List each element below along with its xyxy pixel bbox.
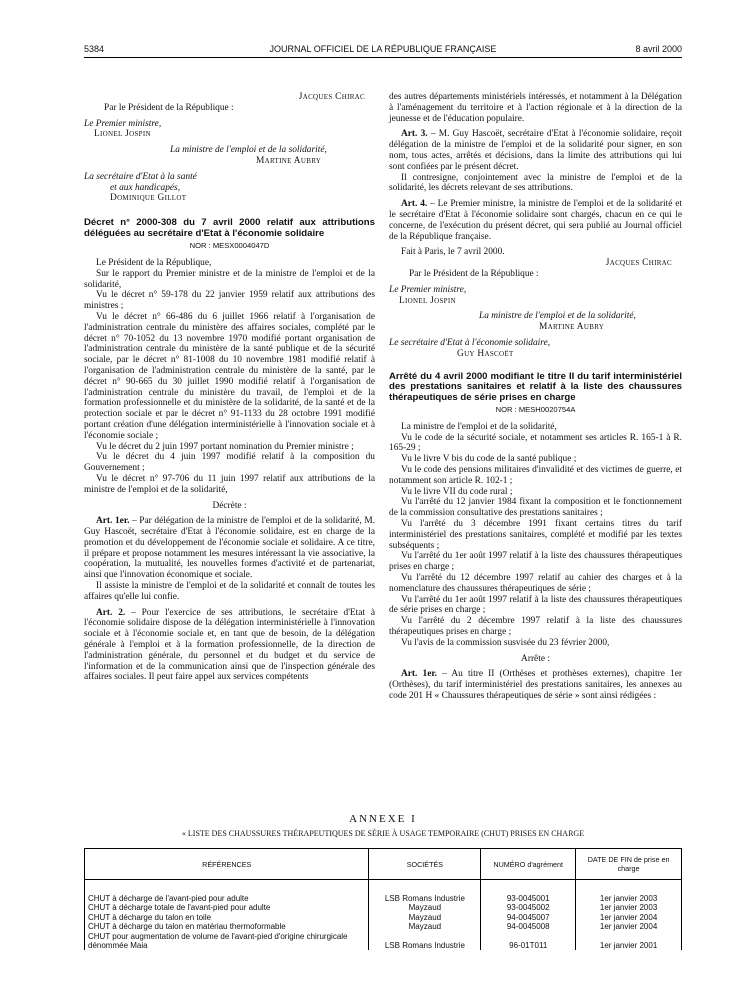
article-4-label: Art. 4. <box>401 199 428 210</box>
arrete-para: Vu le code de la sécurité sociale, et notamment ses articles R. 165-1 à R. 165-29 ; <box>389 432 682 454</box>
arrete-para: La ministre de l'emploi et de la solidarité, <box>401 421 557 432</box>
arrete-article-1-text: – Au titre II (Orthèses et prothèses externes), chapitre 1er (Orthèses), du tarif interministériel des prestations sanitaires, les annexes au code 201 H « Chaussures thérapeutiques de série » sont ainsi rédigées : <box>389 669 682 701</box>
chut-table <box>84 848 682 950</box>
pm-name: Lionel Jospin <box>94 129 151 140</box>
row-societe: LSB Romans Industrie <box>369 932 481 951</box>
arrete-nor: NOR : MESH0020754A <box>495 405 576 415</box>
article-1-para2: Il assiste la ministre de l'emploi et de la solidarité et connaît de toutes les affaires qu'elle lui confie. <box>84 581 375 602</box>
decree-para: Le Président de la République, <box>96 257 212 268</box>
arrete-para: Vu le livre V bis du code de la santé publique ; <box>401 454 577 465</box>
row-numero: 93-0045001 <box>481 880 576 904</box>
arrete-para: Vu l'arrêté du 1er août 1997 relatif à la liste des chaussures thérapeutiques de série prises en charge ; <box>389 594 682 616</box>
col-header-date: DATE DE FIN de prise en charge <box>576 849 682 880</box>
par-president: Par le Président de la République : <box>104 102 234 113</box>
signature-chirac-2: Jacques Chirac <box>605 258 672 269</box>
minister-name-2: Martine Aubry <box>539 322 605 333</box>
row-numero: 94-0045008 <box>481 922 576 931</box>
page-number: 5384 <box>84 44 105 54</box>
signature-chirac: Jacques Chirac <box>298 92 365 102</box>
decree-para: Vu le décret du 4 juin 1997 modifié relatif à la composition du Gouvernement ; <box>84 452 375 474</box>
arrete-para: Vu le code des pensions militaires d'invalidité et des victimes de guerre, et notamment son article R. 102-1 ; <box>389 465 682 486</box>
article-1 <box>84 516 375 581</box>
row-numero: 96-01T011 <box>481 932 576 951</box>
row-societe: Mayzaud <box>369 913 481 922</box>
col-header-numero: NUMÉRO d'agrément <box>481 849 576 880</box>
fait-a-paris: Fait à Paris, le 7 avril 2000. <box>401 247 505 258</box>
row-reference: CHUT à décharge totale de l'avant-pied pour adulte <box>85 903 369 912</box>
arrete-para: Vu l'arrêté du 1er août 1997 relatif à la liste des chaussures thérapeutiques prises en charge ; <box>389 551 682 573</box>
arrete-para: Vu l'avis de la commission susvisée du 23 février 2000, <box>401 637 610 648</box>
secretary-title-2: et aux handicapés, <box>110 182 181 193</box>
row-reference: CHUT à décharge de l'avant-pied pour adulte <box>85 880 369 904</box>
secretary-name: Dominique Gillot <box>110 193 187 204</box>
arrete-para: Vu le livre VII du code rural ; <box>401 486 513 497</box>
table-header-row <box>85 849 682 880</box>
col-header-societes: SOCIÉTÉS <box>369 849 481 880</box>
secretary-title-1: La secrétaire d'Etat à la santé <box>84 171 197 182</box>
row-date: 1er janvier 2001 <box>576 932 682 951</box>
row-reference: CHUT pour augmentation de volume de l'avant-pied d'origine chirurgicale dénommée Maia <box>85 932 369 951</box>
par-president-2: Par le Président de la République : <box>409 268 539 279</box>
arrete-article-1 <box>389 669 682 701</box>
table-row <box>85 913 682 922</box>
arrete-verb: Arrête : <box>521 653 550 664</box>
header-rule <box>84 57 682 58</box>
decree-para: Vu le décret n° 59-178 du 22 janvier 1959 relatif aux attributions des ministres ; <box>84 290 375 312</box>
pm-name-2: Lionel Jospin <box>399 295 456 306</box>
decree-para: Vu le décret n° 66-486 du 6 juillet 1966 relatif à l'organisation de l'administration centrale du ministère des affaires sociales, complété par le décret n° 70-1052 du 13 novembre 1970 modifié portant organisation de l'administration centrale du ministère de la santé publique et de la sécurité sociale, par le décret n° 81-1008 du 10 novembre 1981 modifié relatif à l'organisation de l'administration centrale du ministère de la santé, par le décret n° 90-665 du 30 juillet 1990 modifié relatif à l'organisation de l'administration centrale du ministère du travail, de l'emploi et de la formation professionnelle et du ministère de la solidarité, de la santé et de la protection sociale et par le décret n° 91-1133 du 28 octobre 1991 modifié portant création d'une délégation interministérielle à l'innovation sociale et à l'économie sociale ; <box>84 311 375 441</box>
minister-title-2: La ministre de l'emploi et de la solidarité, <box>479 311 636 322</box>
decree-para: Sur le rapport du Premier ministre et de la ministre de l'emploi et de la solidarité, <box>84 268 375 290</box>
article-2-text: – Pour l'exercice de ses attributions, le secrétaire d'Etat à l'économie solidaire dispose de la délégation interministérielle à l'innovation sociale et à l'économie sociale et, en tant que de besoin, de la délégation générale à l'emploi et à la formation professionnelle, de la direction de l'administration générale, du personnel et du budget et du service de l'information et de la communication ainsi que de l'inspection générale des affaires sociales. Il peut faire appel aux services compétents <box>84 607 376 683</box>
annexe-title: ANNEXE I <box>349 813 417 825</box>
table-row <box>85 922 682 931</box>
row-date: 1er janvier 2004 <box>576 913 682 922</box>
row-reference: CHUT à décharge du talon en matériau thermoformable <box>85 922 369 931</box>
arrete-title: Arrêté du 4 avril 2000 modifiant le titre II du tarif interministériel des prestations sanitaires et relatif à la liste des chaussures thérapeutiques de série prises en charge <box>389 370 682 403</box>
article-1-label: Art. 1er. <box>96 516 130 527</box>
article-2-label: Art. 2. <box>96 607 126 618</box>
arrete-article-1-label: Art. 1er. <box>401 669 437 680</box>
row-numero: 93-0045002 <box>481 903 576 912</box>
article-3-label: Art. 3. <box>401 129 428 140</box>
left-column <box>84 92 375 683</box>
arrete-para: Vu l'arrêté du 3 décembre 1991 fixant certains titres du tarif interministériel des prestations sanitaires, complété et modifié par les textes subséquents ; <box>389 519 682 551</box>
article-3 <box>389 129 682 172</box>
minister-name: Martine Aubry <box>256 155 322 166</box>
row-societe: LSB Romans Industrie <box>369 880 481 904</box>
row-date: 1er janvier 2003 <box>576 880 682 904</box>
decree-para: Vu le décret du 2 juin 1997 portant nomination du Premier ministre ; <box>96 441 354 452</box>
issue-date: 8 avril 2000 <box>635 44 682 54</box>
col-header-references: RÉFÉRENCES <box>85 849 369 880</box>
article-4-text: – Le Premier ministre, la ministre de l'emploi et de la solidarité et le secrétaire d'Etat à l'économie solidaire sont chargés, chacun en ce qui le concerne, de l'exécution du présent décret, qui sera publié au Journal officiel de la République française. <box>389 199 683 242</box>
pm-title-2: Le Premier ministre, <box>389 284 467 295</box>
row-numero: 94-0045007 <box>481 913 576 922</box>
table-row <box>85 932 682 951</box>
table-row <box>85 903 682 912</box>
secretary-title-2b: Le secrétaire d'Etat à l'économie solidaire, <box>389 337 551 348</box>
table-row <box>85 880 682 904</box>
article-3-para2: Il contresigne, conjointement avec la ministre de l'emploi et de la solidarité, les décrets relevant de ses attributions. <box>389 172 682 194</box>
arrete-para: Vu l'arrêté du 2 décembre 1997 relatif à la liste des chaussures thérapeutiques prises en charge ; <box>389 616 682 637</box>
decrete: Décrète : <box>212 500 247 511</box>
pm-title: Le Premier ministre, <box>84 118 162 129</box>
arrete-para: Vu l'arrêté du 12 janvier 1984 fixant la composition et le fonctionnement de la commission consultative des prestations sanitaires ; <box>389 497 682 519</box>
article-3-text: – M. Guy Hascoët, secrétaire d'Etat à l'économie solidaire, reçoit délégation de la ministre de l'emploi et de la solidarité pour signer, en son nom, tous actes, arrêtés et décisions, dans la limite des attributions qui lui sont confiées par le présent décret. <box>389 129 683 172</box>
row-date: 1er janvier 2003 <box>576 903 682 912</box>
article-1-text: – Par délégation de la ministre de l'emploi et de la solidarité, M. Guy Hascoët, secrétaire d'Etat à l'économie solidaire, est en charge de la promotion et du développement de l'économie sociale et solidaire. A ce titre, il prépare et propose notamment les mesures intéressant la vie associative, la coopération, la mutualité, les nouvelles formes d'activité et de partenariat, ainsi que l'innovation économique et sociale. <box>84 516 375 581</box>
journal-title: JOURNAL OFFICIEL DE LA RÉPUBLIQUE FRANÇAISE <box>269 44 497 54</box>
right-column <box>389 92 682 702</box>
decree-title: Décret n° 2000-308 du 7 avril 2000 relatif aux attributions déléguées au secrétaire d'Etat à l'économie solidaire <box>84 217 375 239</box>
article-2 <box>84 608 375 684</box>
annexe-subtitle: « LISTE DES CHAUSSURES THÉRAPEUTIQUES DE SÉRIE À USAGE TEMPORAIRE (CHUT) PRISES EN CHARGE <box>181 829 585 838</box>
article-2-continuation: des autres départements ministériels intéressés, et notamment à la Délégation à l'aménagement du territoire et à l'action régionale et à la direction de la jeunesse et de l'éducation populaire. <box>389 92 682 124</box>
arrete-para: Vu l'arrêté du 12 décembre 1997 relatif au cahier des charges et à la nomenclature des chaussures thérapeutiques de série ; <box>389 572 682 594</box>
row-reference: CHUT à décharge du talon en toile <box>85 913 369 922</box>
row-societe: Mayzaud <box>369 922 481 931</box>
secretary-name-2: Guy Hascoët <box>457 348 514 359</box>
article-4 <box>389 199 682 242</box>
minister-title: La ministre de l'emploi et de la solidarité, <box>170 145 327 156</box>
decree-para: Vu le décret n° 97-706 du 11 juin 1997 relatif aux attributions de la ministre de l'emploi et de la solidarité, <box>84 473 375 495</box>
row-date: 1er janvier 2004 <box>576 922 682 931</box>
row-societe: Mayzaud <box>369 903 481 912</box>
decree-nor: NOR : MESX0004047D <box>189 241 270 251</box>
